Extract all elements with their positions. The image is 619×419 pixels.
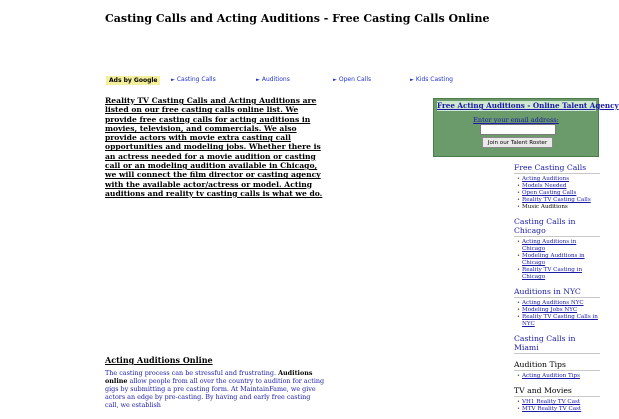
sidebar-item-link[interactable]: Models Needed: [522, 183, 567, 189]
sidebar-section-title[interactable]: Free Casting Calls: [514, 163, 600, 174]
section-heading-acting-auditions-online: Acting Auditions Online: [105, 355, 213, 365]
sidebar-section-title: Audition Tips: [514, 360, 600, 371]
sidebar-item-link[interactable]: Reality TV Casting in Chicago: [522, 267, 583, 280]
sidebar-item: [518, 399, 600, 406]
triangle-right-icon: ►: [256, 77, 260, 83]
ad-link-auditions[interactable]: ► Auditions: [256, 76, 290, 83]
paragraph-text: allow people from all over the country to audition for acting gigs by submitting a pre casting form. At MaintainFame, we give actors an edge by pre-casting. By having and early free casting call, we establish: [105, 377, 325, 409]
sidebar-item: [518, 190, 600, 197]
triangle-right-icon: ►: [333, 77, 337, 83]
sidebar-item: [518, 267, 600, 281]
join-talent-roster-button[interactable]: Join our Talent Roster: [482, 137, 553, 148]
paragraph-text: The casting process can be stressful and frustrating.: [105, 369, 279, 377]
sidebar-item-link[interactable]: Acting Audition Tips: [522, 373, 580, 379]
sidebar-item-link[interactable]: Open Casting Calls: [522, 190, 577, 196]
sidebar-item-link[interactable]: Modeling Jobs NYC: [522, 307, 578, 313]
sidebar-item-link[interactable]: VH1 Reality TV Cast: [522, 399, 581, 405]
sidebar-item-link[interactable]: Reality TV Casting Calls in NYC: [522, 314, 598, 327]
ad-link-bar: [105, 75, 585, 87]
email-input[interactable]: [480, 124, 556, 135]
ad-link-casting-calls[interactable]: ► Casting Calls: [171, 76, 216, 83]
sidebar-item: [518, 314, 600, 328]
paragraph-bold-text: Auditions online: [105, 369, 313, 385]
sidebar-item-link[interactable]: Acting Auditions NYC: [522, 300, 584, 306]
sidebar-item: [518, 300, 600, 307]
triangle-right-icon: ►: [410, 77, 414, 83]
sidebar-item-link[interactable]: MTV Reality TV Cast: [522, 406, 582, 412]
online-auditions-paragraph: [105, 369, 325, 409]
intro-paragraph: Reality TV Casting Calls and Acting Auditions are listed on our free casting calls online list. We provide free casting calls for acting auditions in movies, television, and commercials. We also provide actors with movie extra casting call opportunities and modeling jobs. Whether there is an actress needed for a movie audition or casting call or an modeling audition available in Chicago, we will connect the film director or casting agency with the available actor/actress or model. Acting auditions and reality tv casting calls is what we do.: [105, 96, 323, 198]
sidebar-item: [518, 406, 600, 413]
sidebar-item-text: Music Auditions: [522, 204, 568, 210]
sidebar-item: [518, 253, 600, 267]
sidebar-section-title[interactable]: Casting Calls in Miami: [514, 334, 600, 354]
sidebar-item-link[interactable]: Acting Auditions: [522, 176, 570, 182]
sidebar-section-free-casting-calls: [514, 163, 600, 211]
sidebar-section-nyc: [514, 287, 600, 328]
sidebar-item: [518, 307, 600, 314]
sidebar-section-audition-tips: [514, 360, 600, 380]
sidebar-section-title[interactable]: Casting Calls in Chicago: [514, 217, 600, 237]
sidebar-item-link[interactable]: Reality TV Casting Calls: [522, 197, 591, 203]
triangle-right-icon: ►: [171, 77, 175, 83]
sidebar: [514, 163, 600, 419]
ad-link-open-calls[interactable]: ► Open Calls: [333, 76, 372, 83]
sidebar-item: [518, 197, 600, 204]
talent-agency-signup: [433, 98, 619, 157]
sidebar-item: [518, 204, 600, 211]
email-label: Enter your email address:: [473, 116, 559, 124]
ads-by-google-label[interactable]: Ads by Google: [106, 76, 160, 85]
sidebar-item: [518, 183, 600, 190]
sidebar-item-link[interactable]: Modeling Auditions in Chicago: [522, 253, 585, 266]
talent-agency-title-link[interactable]: Free Acting Auditions - Online Talent Agency: [437, 101, 619, 110]
sidebar-item: [518, 373, 600, 380]
sidebar-item: [518, 239, 600, 253]
sidebar-item-link[interactable]: Acting Auditions in Chicago: [522, 239, 577, 252]
page-title: Casting Calls and Acting Auditions - Free Casting Calls Online: [105, 12, 490, 25]
sidebar-section-title[interactable]: Auditions in NYC: [514, 287, 600, 298]
ad-link-kids-casting[interactable]: ► Kids Casting: [410, 76, 453, 83]
sidebar-section-miami: [514, 334, 600, 354]
sidebar-section-tv-and-movies: [514, 386, 600, 413]
sidebar-item: [518, 176, 600, 183]
sidebar-section-title: TV and Movies: [514, 386, 600, 397]
sidebar-section-chicago: [514, 217, 600, 281]
